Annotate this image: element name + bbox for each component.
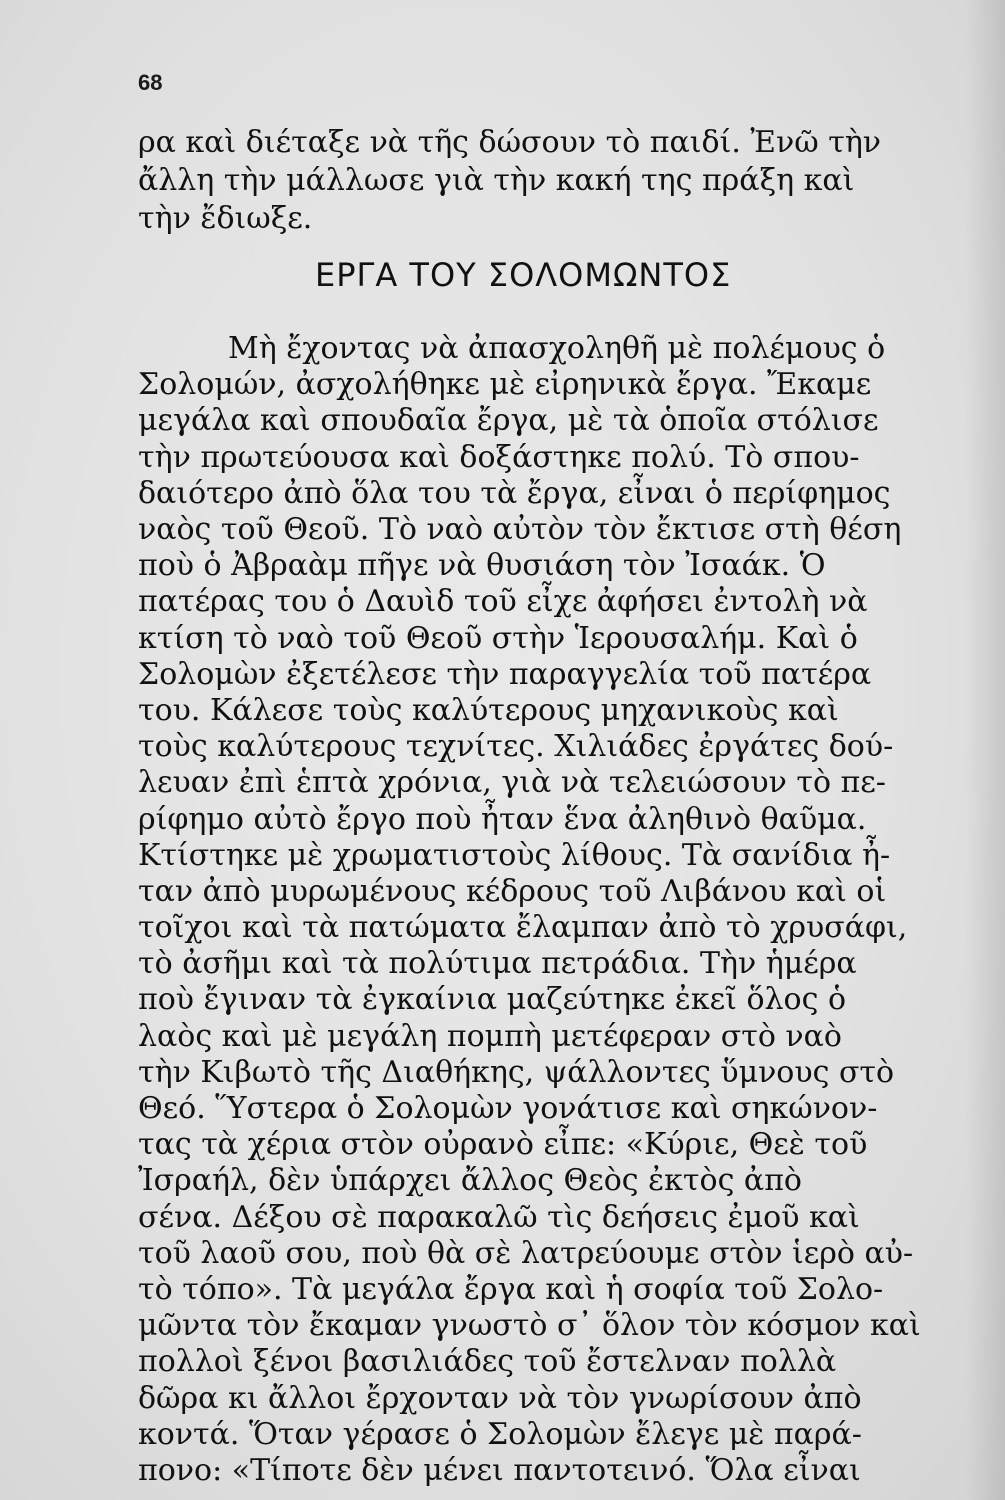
body-line: ταν ἀπὸ μυρωμένους κέδρους τοῦ Λιβάνου καὶ οἱ xyxy=(138,873,887,909)
body-line: τοῖχοι καὶ τὰ πατώματα ἔλαμπαν ἀπὸ τὸ χρυσάφι, xyxy=(138,910,908,946)
body-line: δῶρα κι ἄλλοι ἔρχονταν νὰ τὸν γνωρίσουν ἀπὸ xyxy=(138,1380,862,1416)
body-line: πατέρας του ὁ Δαυὶδ τοῦ εἶχε ἀφήσει ἐντολὴ νὰ xyxy=(138,584,868,620)
body-line: ποὺ ἔγιναν τὰ ἐγκαίνια μαζεύτηκε ἐκεῖ ὅλος ὁ xyxy=(138,982,847,1018)
body-line: κοντά. Ὅταν γέρασε ὁ Σολομὼν ἔλεγε μὲ παρά- xyxy=(138,1416,862,1452)
intro-line: ἄλλη τὴν μάλλωσε γιὰ τὴν κακή της πράξη καὶ xyxy=(138,163,855,198)
body-line: τὸ ἀσῆμι καὶ τὰ πολύτιμα πετράδια. Τὴν ἡμέρα xyxy=(138,946,857,982)
section-heading: ΕΡΓΑ ΤΟΥ ΣΟΛΟΜΩΝΤΟΣ xyxy=(315,256,732,294)
body-line: τοῦ λαοῦ σου, ποὺ θὰ σὲ λατρεύουμε στὸν ἱερὸ αὐ- xyxy=(138,1235,914,1271)
body-line: Κτίστηκε μὲ χρωματιστοὺς λίθους. Τὰ σανίδια ἦ- xyxy=(138,837,891,873)
body-line: Ἰσραήλ, δὲν ὑπάρχει ἄλλος Θεὸς ἐκτὸς ἀπὸ xyxy=(138,1163,802,1199)
body-line: τοὺς καλύτερους τεχνίτες. Χιλιάδες ἐργάτες δού- xyxy=(138,729,894,765)
page-number: 68 xyxy=(138,70,163,95)
body-line: σένα. Δέξου σὲ παρακαλῶ τὶς δεήσεις ἐμοῦ καὶ xyxy=(138,1199,860,1235)
body-line: μεγάλα καὶ σπουδαῖα ἔργα, μὲ τὰ ὁποῖα στόλισε xyxy=(138,403,879,439)
body-line: Θεό. Ὕστερα ὁ Σολομὼν γονάτισε καὶ σηκώνον- xyxy=(138,1091,878,1127)
body-line: Σολομὼν ἐξετέλεσε τὴν παραγγελία τοῦ πατέρα xyxy=(138,656,872,692)
body-line: Μὴ ἔχοντας νὰ ἀπασχοληθῆ μὲ πολέμους ὁ xyxy=(228,331,886,366)
body-line: τὴν πρωτεύουσα καὶ δοξάστηκε πολύ. Τὸ σπου- xyxy=(138,439,860,475)
page-edge-shadow xyxy=(965,0,1005,1500)
body-line: λαὸς καὶ μὲ μεγάλη πομπὴ μετέφεραν στὸ ναὸ xyxy=(138,1018,842,1054)
body-line: πονο: «Τίποτε δὲν μένει παντοτεινό. Ὅλα εἶναι xyxy=(138,1453,861,1488)
body-line: του. Κάλεσε τοὺς καλύτερους μηχανικοὺς καὶ xyxy=(138,692,839,728)
body-line: δαιότερο ἀπὸ ὅλα του τὰ ἔργα, εἶναι ὁ περίφημος xyxy=(138,475,891,511)
body-line: ρίφημο αὐτὸ ἔργο ποὺ ἦταν ἕνα ἀληθινὸ θαῦμα. xyxy=(138,801,867,837)
body-line: πολλοὶ ξένοι βασιλιάδες τοῦ ἔστελναν πολλὰ xyxy=(138,1344,837,1380)
body-line: λευαν ἐπὶ ἑπτὰ χρόνια, γιὰ νὰ τελειώσουν τὸ πε- xyxy=(138,765,886,801)
body-line: μῶντα τὸν ἔκαμαν γνωστὸ σ᾽ ὅλον τὸν κόσμον καὶ xyxy=(138,1308,921,1344)
intro-line: ρα καὶ διέταξε νὰ τῆς δώσουν τὸ παιδί. Ἐνῶ τὴν xyxy=(138,125,882,160)
intro-line: τὴν ἔδιωξε. xyxy=(138,201,313,236)
body-line: τὸ τόπο». Τὰ μεγάλα ἔργα καὶ ἡ σοφία τοῦ Σολο- xyxy=(138,1272,884,1308)
body-line: ποὺ ὁ Ἀβραὰμ πῆγε νὰ θυσιάση τὸν Ἰσαάκ. Ὁ xyxy=(138,548,826,584)
body-line: Σολομών, ἀσχολήθηκε μὲ εἰρηνικὰ ἔργα. Ἔκαμε xyxy=(138,367,872,403)
body-line: τας τὰ χέρια στὸν οὐρανὸ εἶπε: «Κύριε, Θεὲ τοῦ xyxy=(138,1127,868,1163)
body-line: τὴν Κιβωτὸ τῆς Διαθήκης, ψάλλοντες ὕμνους στὸ xyxy=(138,1054,895,1090)
body-line: κτίση τὸ ναὸ τοῦ Θεοῦ στὴν Ἱερουσαλήμ. Καὶ ὁ xyxy=(138,620,858,656)
body-line: ναὸς τοῦ Θεοῦ. Τὸ ναὸ αὐτὸν τὸν ἔκτισε στὴ θέση xyxy=(138,511,902,547)
